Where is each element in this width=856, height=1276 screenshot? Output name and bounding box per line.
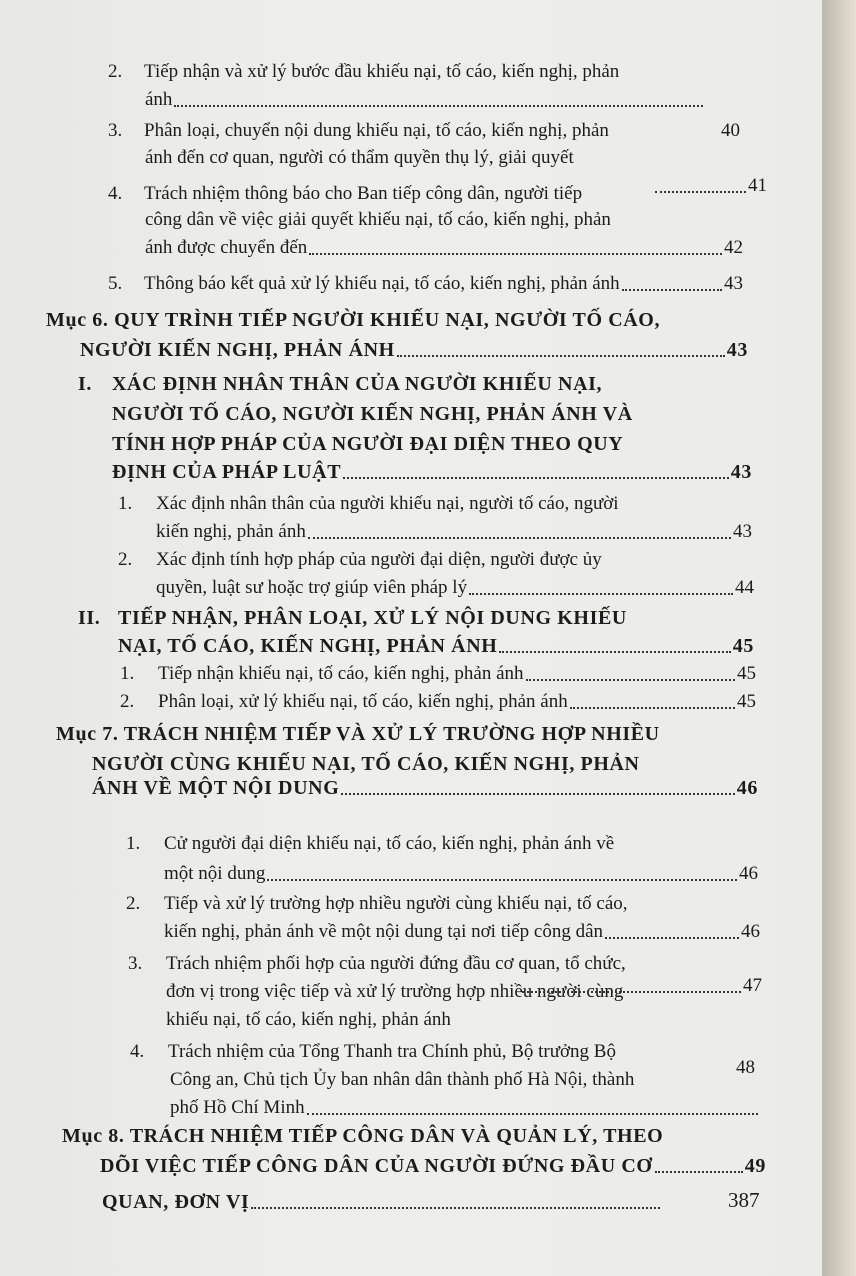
subsection-heading: NGƯỜI TỐ CÁO, NGƯỜI KIẾN NGHỊ, PHẢN ÁNH VÀ <box>112 403 633 425</box>
toc-entry: quyền, luật sư hoặc trợ giúp viên pháp lý 44 <box>156 577 754 598</box>
section-heading: Mục 6. QUY TRÌNH TIẾP NGƯỜI KHIẾU NẠI, NGƯỜI TỐ CÁO, <box>46 309 661 331</box>
toc-entry: ánh đến cơ quan, người có thẩm quyền thụ lý, giải quyết <box>145 147 574 168</box>
leader-dots <box>622 289 722 291</box>
toc-entry: một nội dung 46 <box>164 863 758 884</box>
toc-entry: ánh được chuyển đến 42 <box>145 237 743 258</box>
toc-entry: 4. Trách nhiệm thông báo cho Ban tiếp công dân, người tiếp <box>108 183 583 204</box>
toc-entry: 4. Trách nhiệm của Tổng Thanh tra Chính phủ, Bộ trưởng Bộ <box>130 1041 616 1062</box>
leader-dots <box>605 937 739 939</box>
leader-dots <box>522 991 741 993</box>
toc-entry: công dân về việc giải quyết khiếu nại, tố cáo, kiến nghị, phản <box>145 209 611 230</box>
section-heading: QUAN, ĐƠN VỊ <box>102 1190 662 1214</box>
leader-dots <box>499 651 730 653</box>
page-number: 387 <box>728 1188 760 1212</box>
section-heading: Mục 8. TRÁCH NHIỆM TIẾP CÔNG DÂN VÀ QUẢN LÝ, THEO <box>62 1125 664 1147</box>
toc-entry: 2. Xác định tính hợp pháp của người đại diện, người được ủy <box>118 549 602 570</box>
section-heading: NGƯỜI CÙNG KHIẾU NẠI, TỐ CÁO, KIẾN NGHỊ, PHẢN <box>92 753 640 775</box>
toc-entry: 41 <box>145 174 767 198</box>
subsection-heading: II. TIẾP NHẬN, PHÂN LOẠI, XỬ LÝ NỘI DUNG KHIẾU <box>78 607 627 629</box>
toc-entry: 1. Tiếp nhận khiếu nại, tố cáo, kiến nghị, phản ánh 45 <box>120 663 756 684</box>
toc-entry: 3. Phân loại, chuyển nội dung khiếu nại, tố cáo, kiến nghị, phản 40 <box>108 120 740 141</box>
leader-dots <box>251 1207 660 1209</box>
toc-entry: đơn vị trong việc tiếp và xử lý trường hợp nhiều người cùng <box>166 981 624 1002</box>
page-edge <box>822 0 856 1276</box>
leader-dots <box>526 679 735 681</box>
toc-entry: phố Hồ Chí Minh <box>170 1096 760 1120</box>
leader-dots <box>655 1171 743 1173</box>
toc-entry: 3. Trách nhiệm phối hợp của người đứng đầu cơ quan, tổ chức, <box>128 953 626 974</box>
leader-dots <box>397 355 725 357</box>
toc-entry: 2. Tiếp và xử lý trường hợp nhiều người cùng khiếu nại, tố cáo, <box>126 893 628 914</box>
section-heading: Mục 7. TRÁCH NHIỆM TIẾP VÀ XỬ LÝ TRƯỜNG HỢP NHIỀU <box>56 723 660 745</box>
leader-dots <box>309 253 722 255</box>
toc-entry: khiếu nại, tố cáo, kiến nghị, phản ánh <box>166 1009 451 1030</box>
toc-entry: ánh <box>145 88 705 112</box>
leader-dots <box>570 707 735 709</box>
section-heading: DÕI VIỆC TIẾP CÔNG DÂN CỦA NGƯỜI ĐỨNG ĐẦU CƠ 49 <box>100 1155 766 1177</box>
toc-entry: 2. Tiếp nhận và xử lý bước đầu khiếu nại, tố cáo, kiến nghị, phản <box>108 61 620 82</box>
toc-entry: Công an, Chủ tịch Ủy ban nhân dân thành phố Hà Nội, thành <box>170 1069 635 1090</box>
subsection-heading: NẠI, TỐ CÁO, KIẾN NGHỊ, PHẢN ÁNH 45 <box>118 635 754 657</box>
leader-dots <box>341 793 734 795</box>
section-heading: ÁNH VỀ MỘT NỘI DUNG 46 <box>92 777 758 799</box>
leader-dots <box>308 537 731 539</box>
subsection-heading: ĐỊNH CỦA PHÁP LUẬT 43 <box>112 461 752 483</box>
section-heading: NGƯỜI KIẾN NGHỊ, PHẢN ÁNH 43 <box>80 339 748 361</box>
toc-entry: kiến nghị, phản ánh về một nội dung tại nơi tiếp công dân 46 <box>164 921 760 942</box>
subsection-heading: TÍNH HỢP PHÁP CỦA NGƯỜI ĐẠI DIỆN THEO QUY <box>112 433 624 455</box>
leader-dots <box>343 477 729 479</box>
leader-dots <box>469 593 733 595</box>
toc-page-number: 48 <box>736 1057 755 1078</box>
toc-entry: 2. Phân loại, xử lý khiếu nại, tố cáo, kiến nghị, phản ánh 45 <box>120 691 756 712</box>
toc-entry: kiến nghị, phản ánh 43 <box>156 521 752 542</box>
toc-entry: 47 <box>520 974 762 998</box>
toc-entry: 1. Xác định nhân thân của người khiếu nại, người tố cáo, người <box>118 493 619 514</box>
toc-entry: 5. Thông báo kết quả xử lý khiếu nại, tố cáo, kiến nghị, phản ánh 43 <box>108 273 743 294</box>
toc-entry: 1. Cử người đại diện khiếu nại, tố cáo, kiến nghị, phản ánh về <box>126 833 615 854</box>
subsection-heading: I. XÁC ĐỊNH NHÂN THÂN CỦA NGƯỜI KHIẾU NẠI, <box>78 373 603 395</box>
leader-dots <box>174 105 703 107</box>
leader-dots <box>307 1113 758 1115</box>
leader-dots <box>267 879 737 881</box>
